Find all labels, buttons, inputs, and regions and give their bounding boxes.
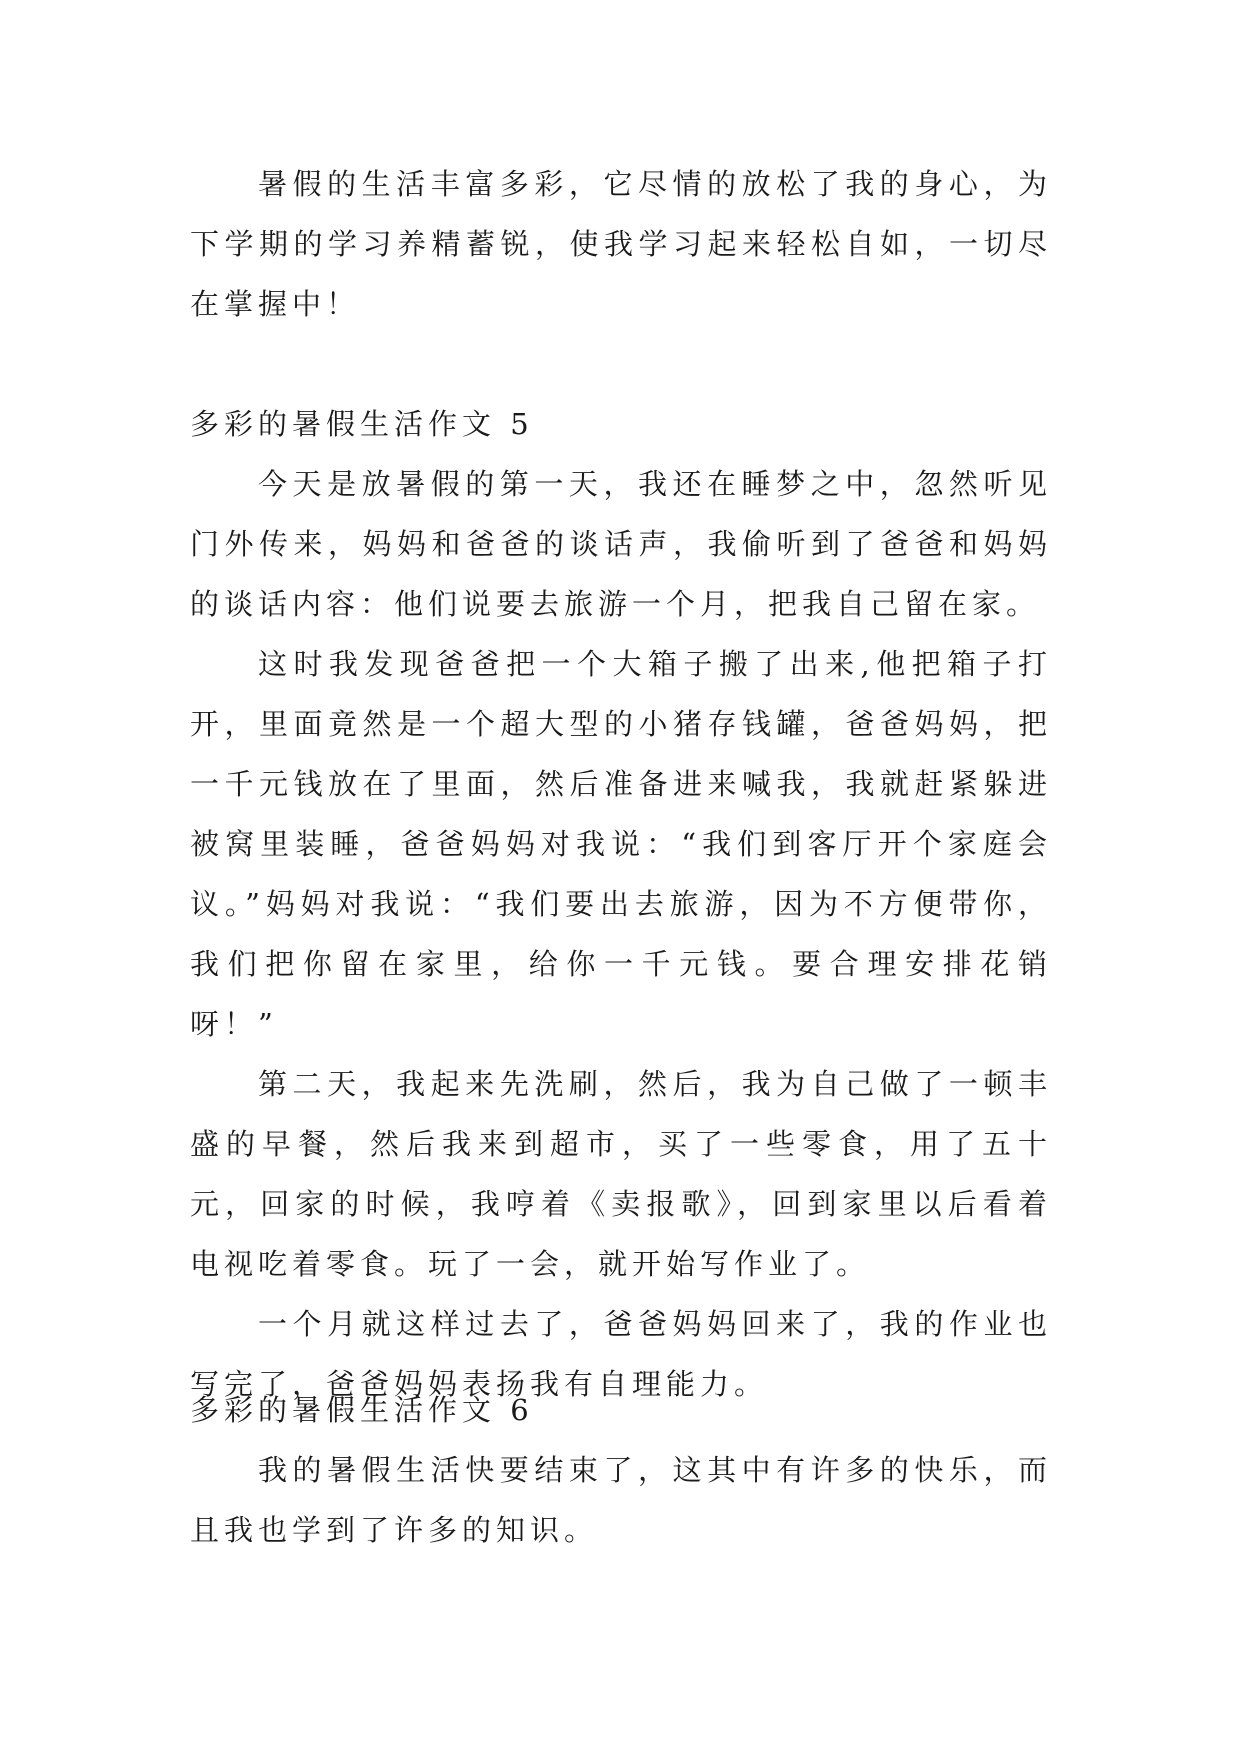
essay-5-paragraph-4: 一个月就这样过去了，爸爸妈妈回来了，我的作业也写完了，爸爸妈妈表扬我有自理能力。 bbox=[190, 1307, 1052, 1401]
essay-6-title: 多彩的暑假生活作文 6 bbox=[190, 1393, 534, 1427]
essay-5-paragraph-1: 今天是放暑假的第一天，我还在睡梦之中，忽然听见门外传来，妈妈和爸爸的谈话声，我偷听到了爸爸和妈妈的谈话内容：他们说要去旅游一个月，把我自己留在家。 bbox=[190, 467, 1052, 621]
document-page bbox=[190, 0, 1052, 1754]
essay-5-paragraph-3: 第二天，我起来先洗刷，然后，我为自己做了一顿丰盛的早餐，然后我来到超市，买了一些零食，用了五十元，回家的时候，我哼着《卖报歌》，回到家里以后看着电视吃着零食。玩了一会，就开始写作业了。 bbox=[190, 1067, 1052, 1281]
essay-6-paragraph-1: 我的暑假生活快要结束了，这其中有许多的快乐，而且我也学到了许多的知识。 bbox=[190, 1453, 1052, 1547]
essay-6-body bbox=[190, 1440, 1052, 1560]
essay-5-title: 多彩的暑假生活作文 5 bbox=[190, 407, 534, 441]
intro-section bbox=[190, 154, 1052, 334]
essay-5-paragraph-2: 这时我发现爸爸把一个大箱子搬了出来,他把箱子打开，里面竟然是一个超大型的小猪存钱罐，爸爸妈妈，把一千元钱放在了里面，然后准备进来喊我，我就赶紧躲进被窝里装睡，爸爸妈妈对我说：“我们到客厅开个家庭会议。”妈妈对我说：“我们要出去旅游，因为不方便带你，我们把你留在家里，给你一千元钱。要合理安排花销呀！” bbox=[190, 647, 1052, 1041]
intro-paragraph: 暑假的生活丰富多彩，它尽情的放松了我的身心，为下学期的学习养精蓄锐，使我学习起来轻松自如，一切尽在掌握中！ bbox=[190, 167, 1052, 321]
essay-5-body bbox=[190, 454, 1052, 1414]
